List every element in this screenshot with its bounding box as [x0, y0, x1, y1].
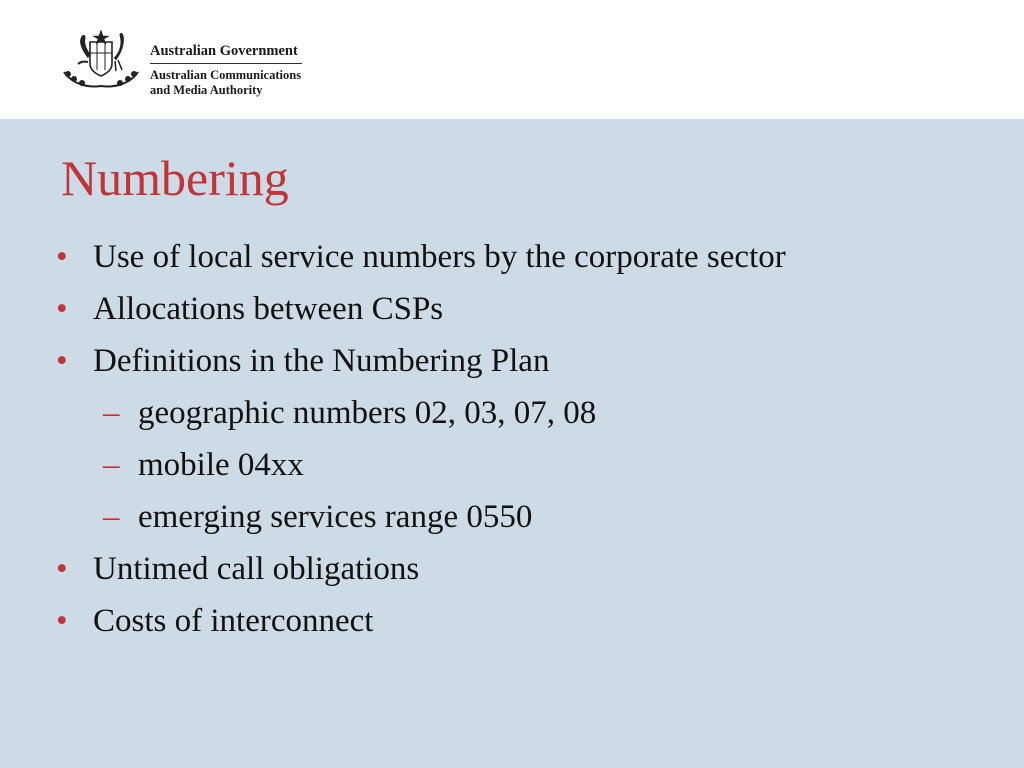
bullet-item: [56, 237, 956, 277]
agency-line-1: Australian Government: [150, 43, 298, 59]
bullet-item: [56, 601, 956, 641]
slide-title: Numbering: [61, 150, 289, 206]
bullet-marker: •: [56, 603, 68, 639]
agency-divider: [150, 63, 302, 64]
sub-bullet-item: [56, 393, 956, 433]
bullet-marker: •: [56, 551, 68, 587]
bullet-text: geographic numbers 02, 03, 07, 08: [138, 395, 597, 431]
dash-marker: –: [103, 499, 120, 535]
bullet-marker: •: [56, 343, 68, 379]
bullet-item: [56, 549, 956, 589]
bullet-text: Definitions in the Numbering Plan: [93, 343, 550, 379]
slide-body: [0, 119, 1024, 768]
bullet-text: mobile 04xx: [138, 447, 304, 483]
sub-bullet-item: [56, 445, 956, 485]
dash-marker: –: [103, 447, 120, 483]
bullet-item: [56, 341, 956, 381]
bullet-text: Untimed call obligations: [93, 551, 420, 587]
agency-wordmark: [150, 43, 302, 98]
dash-marker: –: [103, 395, 120, 431]
agency-line-2: Australian Communications: [150, 68, 302, 82]
slide-header: [0, 0, 1024, 119]
bullet-marker: •: [56, 291, 68, 327]
bullet-text: emerging services range 0550: [138, 499, 533, 535]
bullet-item: [56, 289, 956, 329]
bullet-text: Use of local service numbers by the corporate sector: [93, 239, 786, 275]
bullet-marker: •: [56, 239, 68, 275]
bullet-text: Costs of interconnect: [93, 603, 374, 639]
coat-of-arms-icon: [58, 28, 144, 90]
sub-bullet-item: [56, 497, 956, 537]
agency-line-3: and Media Authority: [150, 83, 263, 97]
bullet-list: [56, 237, 956, 653]
bullet-text: Allocations between CSPs: [93, 291, 444, 327]
